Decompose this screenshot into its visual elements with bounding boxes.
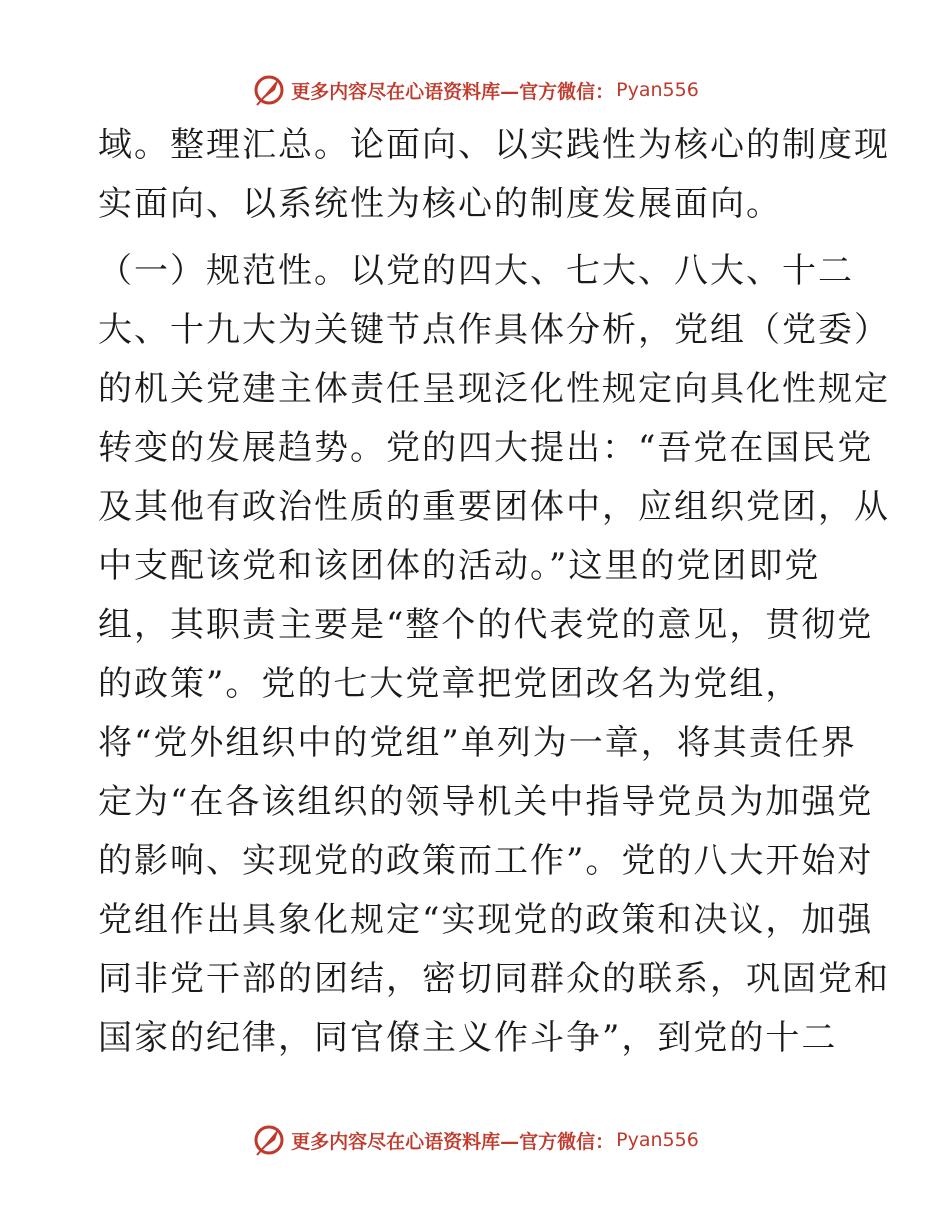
feather-pen-logo-icon — [251, 1122, 287, 1158]
feather-pen-logo-icon — [251, 72, 287, 108]
text-line: 大、十九大为关键节点作具体分析，党组（党委） — [98, 310, 890, 350]
text-line: 的政策”。党的七大党章把党团改名为党组， — [98, 664, 802, 704]
paragraph-1 — [98, 116, 890, 234]
text-line: 国家的纪律，同官僚主义作斗争”，到党的十二 — [98, 1018, 838, 1058]
header-banner — [0, 70, 950, 110]
text-line: 同非党干部的团结，密切同群众的联系，巩固党和 — [98, 959, 890, 999]
text-line: 将“党外组织中的党组”单列为一章，将其责任界 — [98, 723, 857, 763]
text-line: （一）规范性。以党的四大、七大、八大、十二 — [98, 251, 854, 291]
footer-banner — [0, 1120, 950, 1160]
text-line: 及其他有政治性质的重要团体中，应组织党团，从 — [98, 487, 890, 527]
text-line: 的影响、实现党的政策而工作”。党的八大开始对 — [98, 841, 874, 881]
footer-wechat-id: Pyan556 — [616, 1129, 699, 1151]
text-line: 实面向、以系统性为核心的制度发展面向。 — [98, 184, 782, 224]
header-site-text: 更多内容尽在心语资料库—官方微信： — [291, 80, 615, 103]
header-wechat-id: Pyan556 — [616, 79, 699, 101]
text-line: 组，其职责主要是“整个的代表党的意见，贯彻党 — [98, 605, 874, 645]
document-body — [98, 116, 890, 1068]
text-line: 转变的发展趋势。党的四大提出：“吾党在国民党 — [98, 428, 874, 468]
footer-site-text: 更多内容尽在心语资料库—官方微信： — [291, 1130, 615, 1153]
text-line: 党组作出具象化规定“实现党的政策和决议，加强 — [98, 900, 874, 940]
text-line: 定为“在各该组织的领导机关中指导党员为加强党 — [98, 782, 874, 822]
text-line: 的机关党建主体责任呈现泛化性规定向具化性规定 — [98, 369, 890, 409]
text-line: 域。整理汇总。论面向、以实践性为核心的制度现 — [98, 125, 890, 165]
text-line: 中支配该党和该团体的活动。”这里的党团即党 — [98, 546, 821, 586]
paragraph-2 — [98, 242, 890, 1068]
